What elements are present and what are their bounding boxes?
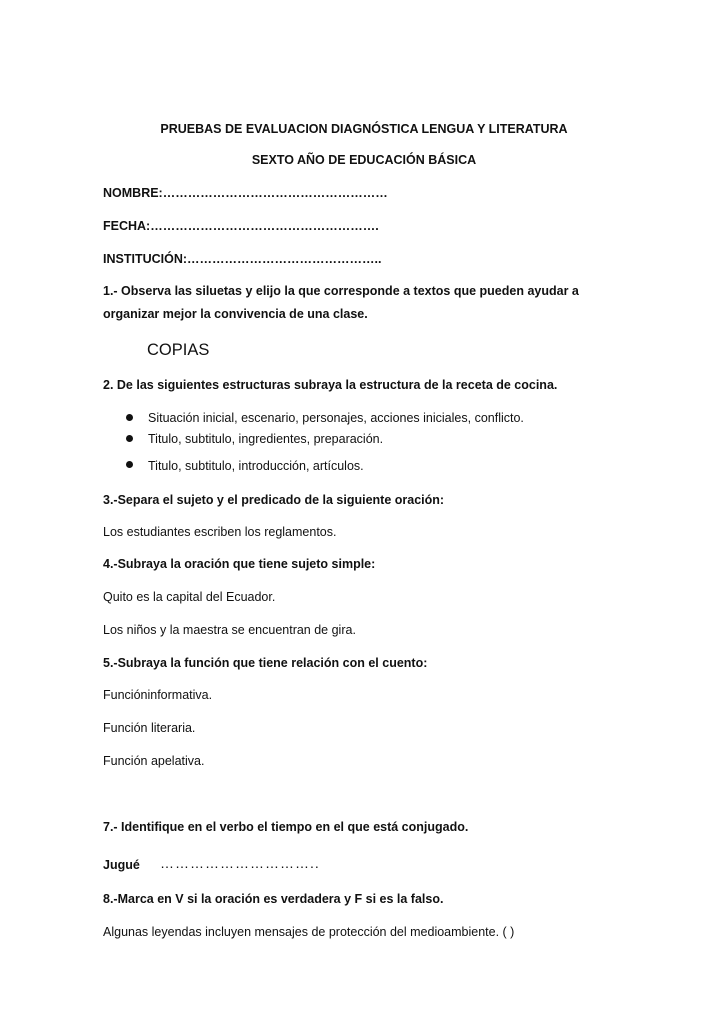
question-3: 3.-Separa el sujeto y el predicado de la siguiente oración: xyxy=(103,493,445,507)
question-2-option: Situación inicial, escenario, personajes, acciones iniciales, conflicto. xyxy=(148,411,524,425)
question-2-option: Titulo, subtitulo, introducción, artículos. xyxy=(148,459,364,473)
document-title: PRUEBAS DE EVALUACION DIAGNÓSTICA LENGUA Y LITERATURA xyxy=(160,122,568,136)
nombre-field: NOMBRE:……………………………………………… xyxy=(103,186,388,200)
question-5-option: Función literaria. xyxy=(103,721,196,735)
question-5-option: Función apelativa. xyxy=(103,754,205,768)
bullet-icon xyxy=(126,414,133,421)
question-2-option: Titulo, subtitulo, ingredientes, preparación. xyxy=(148,432,384,446)
institucion-field: INSTITUCIÓN:……………………………………….. xyxy=(103,252,382,266)
question-7-blank: ………………………….. xyxy=(160,855,320,871)
bullet-icon xyxy=(126,461,133,468)
question-7-verb: Jugué xyxy=(103,858,140,872)
document-subtitle: SEXTO AÑO DE EDUCACIÓN BÁSICA xyxy=(251,153,477,167)
question-8: 8.-Marca en V si la oración es verdadera y F si es la falso. xyxy=(103,892,444,906)
question-3-sentence: Los estudiantes escriben los reglamentos. xyxy=(103,525,337,539)
question-4-option: Los niños y la maestra se encuentran de gira. xyxy=(103,623,356,637)
question-4: 4.-Subraya la oración que tiene sujeto simple: xyxy=(103,557,376,571)
question-1-answer: COPIAS xyxy=(147,341,210,359)
question-5-option: Funcióninformativa. xyxy=(103,688,213,702)
question-5: 5.-Subraya la función que tiene relación con el cuento: xyxy=(103,656,428,670)
question-8-statement: Algunas leyendas incluyen mensajes de protección del medioambiente. ( ) xyxy=(103,925,515,939)
question-7: 7.- Identifique en el verbo el tiempo en el que está conjugado. xyxy=(103,820,469,834)
bullet-icon xyxy=(126,435,133,442)
question-2: 2. De las siguientes estructuras subraya la estructura de la receta de cocina. xyxy=(103,378,558,392)
question-1: 1.- Observa las siluetas y elijo la que corresponde a textos que pueden ayudar a organizar mejor la convivencia de una clase. xyxy=(103,284,579,321)
question-4-option: Quito es la capital del Ecuador. xyxy=(103,590,276,604)
fecha-field: FECHA:………………………………………………. xyxy=(103,219,379,233)
